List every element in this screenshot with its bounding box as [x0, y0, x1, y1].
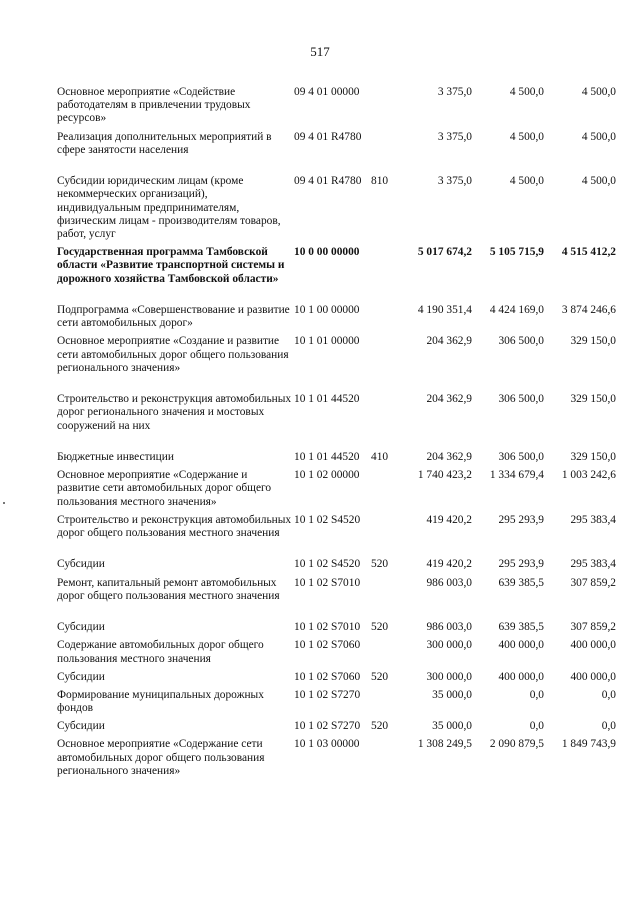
table-row [0, 514, 640, 554]
row-value-year1: 204 362,9 [426, 450, 472, 463]
row-code: 10 1 02 S7270 [294, 688, 361, 701]
row-value-year3: 0,0 [601, 720, 616, 733]
row-value-year2: 4 500,0 [509, 86, 544, 98]
row-code: 10 1 00 00000 [294, 303, 360, 316]
row-value-year1: 3 375,0 [437, 175, 472, 188]
table-row [0, 246, 640, 299]
row-name: Субсидии [57, 720, 105, 733]
row-value-year3: 3 874 246,6 [561, 303, 616, 316]
row-code: 10 1 03 00000 [294, 738, 360, 751]
table-row [0, 304, 640, 330]
row-code: 09 4 01 R4780 [294, 175, 362, 188]
row-name: Содержание автомобильных дорог общего пользования местного значения [57, 639, 264, 665]
row-code: 10 1 02 S7270 [294, 720, 361, 733]
row-value-year3: 400 000,0 [570, 639, 616, 652]
row-value-year1: 986 003,0 [426, 621, 472, 634]
row-name: Основное мероприятие «Содержание и развитие сети автомобильных дорог общего пользования местного значения» [57, 469, 272, 508]
row-name: Строительство и реконструкция автомобильных дорог регионального значения и мостовых сооружений на них [57, 393, 292, 432]
row-name: Подпрограмма «Совершенствование и развитие сети автомобильных дорог» [57, 303, 290, 330]
row-code: 10 1 01 44520 [294, 393, 360, 406]
row-value-year3: 329 150,0 [570, 450, 616, 463]
table-row [0, 720, 640, 733]
row-value-year1: 300 000,0 [426, 639, 472, 652]
row-code: 10 1 01 00000 [294, 335, 360, 348]
row-value-year3: 4 515 412,2 [561, 246, 616, 259]
table-row [0, 86, 640, 126]
row-name: Государственная программа Тамбовской области «Развитие транспортной системы и дорожного хозяйства Тамбовской области» [57, 246, 285, 285]
row-value-year2: 0,0 [529, 720, 544, 733]
table-row [0, 639, 640, 665]
row-value-year1: 5 017 674,2 [417, 246, 472, 259]
row-value-year1: 3 375,0 [437, 130, 472, 143]
row-value-year3: 329 150,0 [570, 335, 616, 348]
row-expense-type: 520 [371, 558, 389, 571]
budget-table [0, 86, 640, 783]
row-value-year3: 295 383,4 [570, 513, 616, 526]
row-value-year1: 1 740 423,2 [417, 469, 472, 482]
row-value-year2: 400 000,0 [498, 670, 544, 683]
row-value-year1: 419 420,2 [426, 513, 472, 526]
row-code: 10 1 01 44520 [294, 450, 360, 463]
row-value-year2: 4 500,0 [509, 130, 544, 143]
row-value-year1: 204 362,9 [426, 393, 472, 406]
row-expense-type: 810 [371, 175, 389, 188]
table-row [0, 671, 640, 684]
row-value-year1: 4 190 351,4 [417, 303, 472, 316]
row-value-year2: 295 293,9 [498, 558, 544, 571]
row-value-year3: 4 500,0 [581, 86, 616, 98]
row-value-year1: 3 375,0 [437, 86, 472, 98]
row-value-year3: 1 003 242,6 [561, 469, 616, 482]
table-row [0, 469, 640, 509]
row-expense-type: 520 [371, 720, 389, 733]
row-value-year3: 1 849 743,9 [561, 738, 616, 751]
row-code: 10 1 02 S4520 [294, 513, 361, 526]
row-name: Бюджетные инвестиции [57, 450, 174, 463]
row-value-year2: 306 500,0 [498, 450, 544, 463]
row-value-year3: 307 859,2 [570, 621, 616, 634]
row-expense-type: 410 [371, 450, 389, 463]
row-value-year3: 0,0 [601, 688, 616, 701]
row-code: 10 0 00 00000 [294, 246, 360, 259]
row-code: 10 1 02 S7010 [294, 576, 361, 589]
row-name: Основное мероприятие «Создание и развитие сети автомобильных дорог общего пользования регионального значения» [57, 335, 289, 374]
row-value-year2: 400 000,0 [498, 639, 544, 652]
row-name: Реализация дополнительных мероприятий в сфере занятости населения [57, 130, 272, 156]
row-value-year1: 300 000,0 [426, 670, 472, 683]
row-name: Субсидии [57, 670, 105, 683]
row-value-year3: 4 500,0 [581, 130, 616, 143]
table-row [0, 335, 640, 388]
row-value-year2: 306 500,0 [498, 393, 544, 406]
row-value-year2: 639 385,5 [498, 621, 544, 634]
row-name: Ремонт, капитальный ремонт автомобильных дорог общего пользования местного значения [57, 576, 280, 602]
row-value-year1: 986 003,0 [426, 576, 472, 589]
row-name: Субсидии юридическим лицам (кроме некоммерческих организаций), индивидуальным предпринимателям, физическим лицам - производителям товаров, работ, услуг [57, 175, 281, 240]
row-code: 09 4 01 00000 [294, 86, 360, 98]
table-row [0, 393, 640, 446]
row-name: Формирование муниципальных дорожных фондов [57, 688, 264, 715]
table-row [0, 175, 640, 241]
table-row [0, 558, 640, 571]
row-code: 09 4 01 R4780 [294, 130, 362, 143]
row-name: Субсидии [57, 621, 105, 634]
row-value-year1: 204 362,9 [426, 335, 472, 348]
row-value-year2: 2 090 879,5 [489, 738, 544, 751]
row-value-year2: 5 105 715,9 [489, 246, 544, 259]
table-row [0, 131, 640, 171]
row-value-year1: 419 420,2 [426, 558, 472, 571]
page-number: 517 [310, 44, 330, 59]
row-value-year2: 0,0 [529, 688, 544, 701]
row-name: Субсидии [57, 558, 105, 571]
row-value-year3: 4 500,0 [581, 175, 616, 188]
table-row [0, 451, 640, 464]
row-value-year3: 329 150,0 [570, 393, 616, 406]
row-code: 10 1 02 S4520 [294, 558, 361, 571]
row-value-year3: 295 383,4 [570, 558, 616, 571]
table-row [0, 738, 640, 778]
row-value-year2: 4 500,0 [509, 175, 544, 188]
row-value-year1: 35 000,0 [432, 688, 472, 701]
row-value-year3: 400 000,0 [570, 670, 616, 683]
row-value-year2: 639 385,5 [498, 576, 544, 589]
table-row [0, 577, 640, 617]
row-value-year3: 307 859,2 [570, 576, 616, 589]
table-row [0, 621, 640, 634]
row-value-year2: 306 500,0 [498, 335, 544, 348]
row-value-year1: 1 308 249,5 [417, 738, 472, 751]
row-code: 10 1 02 S7010 [294, 621, 361, 634]
row-value-year1: 35 000,0 [432, 720, 472, 733]
row-code: 10 1 02 S7060 [294, 670, 361, 683]
row-value-year2: 1 334 679,4 [489, 469, 544, 482]
row-code: 10 1 02 00000 [294, 469, 360, 482]
row-value-year2: 4 424 169,0 [489, 303, 544, 316]
table-row [0, 689, 640, 715]
row-name: Основное мероприятие «Содействие работодателям в привлечении трудовых ресурсов» [57, 86, 251, 125]
row-name: Строительство и реконструкция автомобильных дорог общего пользования местного значения [57, 513, 292, 539]
row-name: Основное мероприятие «Содержание сети автомобильных дорог общего пользования регионального значения» [57, 738, 265, 777]
row-value-year2: 295 293,9 [498, 513, 544, 526]
row-expense-type: 520 [371, 670, 389, 683]
row-code: 10 1 02 S7060 [294, 639, 361, 652]
row-expense-type: 520 [371, 621, 389, 634]
